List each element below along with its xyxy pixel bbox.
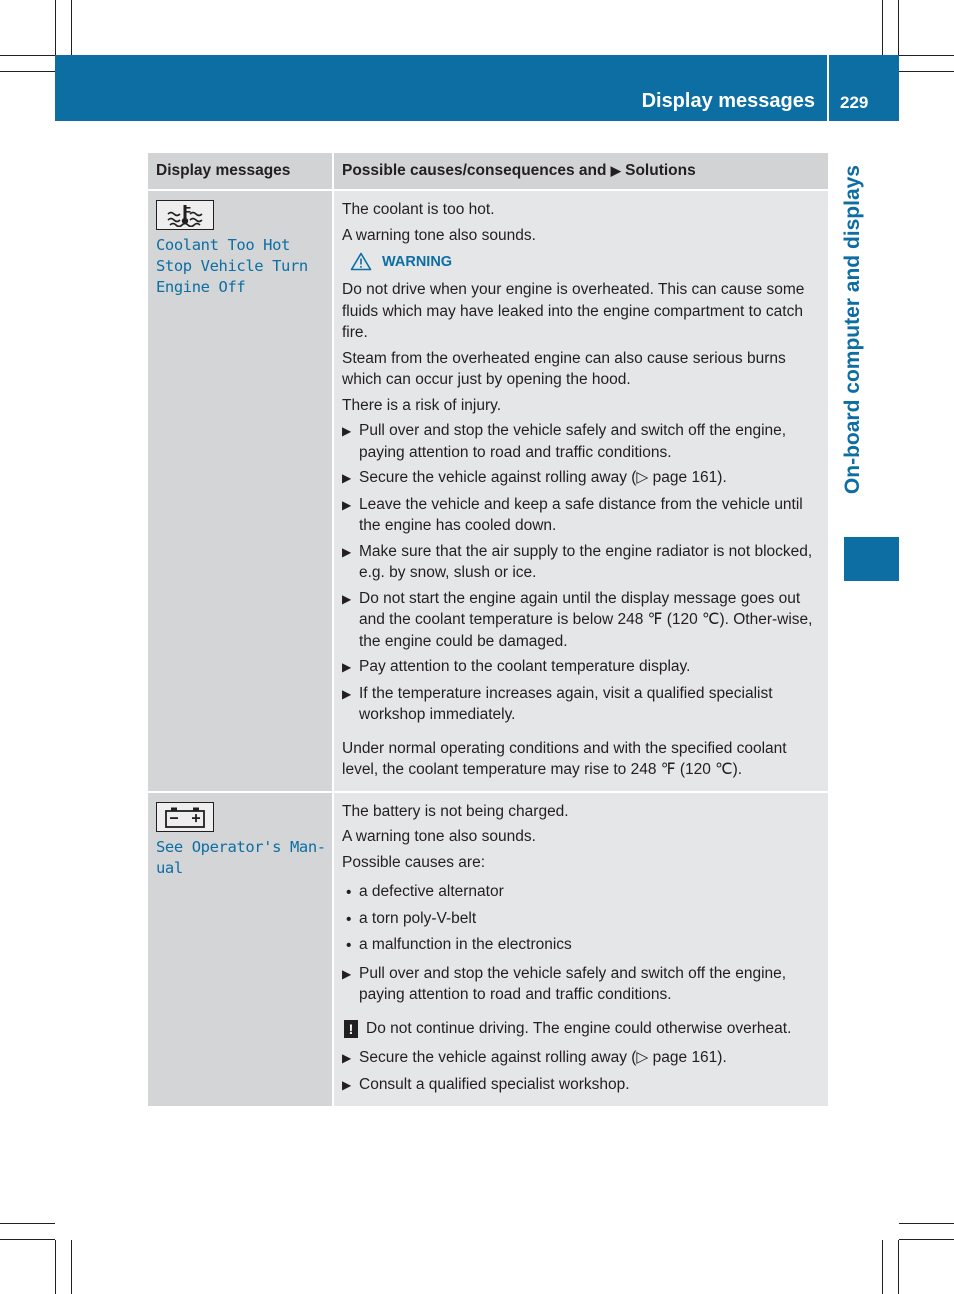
cause-item-text: a defective alternator	[359, 883, 504, 900]
crop-mark	[71, 1240, 72, 1294]
display-messages-table	[148, 153, 828, 1106]
column-header-causes-text: Possible causes/consequences and	[342, 162, 607, 179]
bullet-icon: •	[346, 910, 352, 928]
crop-mark	[0, 55, 55, 56]
solution-step-text: Consult a qualified specialist workshop.	[359, 1075, 630, 1093]
solution-step	[342, 541, 822, 584]
step-arrow-icon: ▶	[342, 424, 352, 438]
crop-mark	[899, 1223, 954, 1224]
solution-step-text: Leave the vehicle and keep a safe distance from the vehicle until the engine has cooled down.	[359, 495, 803, 534]
solution-step	[342, 963, 822, 1006]
column-header-causes	[334, 153, 828, 189]
warning-text: There is a risk of injury.	[342, 396, 502, 414]
table-row	[148, 189, 828, 791]
warning-label: WARNING	[382, 253, 453, 270]
solution-step	[342, 1074, 822, 1097]
cause-item	[342, 934, 822, 957]
crop-mark	[899, 1239, 954, 1240]
exclamation-icon: !	[344, 1020, 358, 1038]
solution-step	[342, 467, 822, 490]
display-message-line: ual	[156, 858, 183, 877]
crop-mark	[882, 0, 883, 55]
crop-mark	[71, 0, 72, 55]
crop-mark	[0, 71, 55, 72]
solution-step-text: Do not start the engine again until the display message goes out and the coolant temperature is below 248 ℉ (120 ℃). Other-wise, the engine could be damaged.	[359, 589, 813, 650]
cause-item	[342, 908, 822, 931]
crop-mark	[898, 1240, 899, 1294]
display-message-line: Engine Off	[156, 278, 246, 296]
warning-text: Do not drive when your engine is overheated. This can cause some fluids which may have leaked into the engine compartment to catch fire.	[342, 281, 805, 341]
display-message-line: Stop Vehicle Turn	[156, 257, 308, 275]
solution-step-text: Secure the vehicle against rolling away (▷ page 161).	[359, 1049, 727, 1066]
solution-step-text: Pull over and stop the vehicle safely and switch off the engine, paying attention to road and traffic conditions.	[359, 422, 787, 461]
page-title: Display messages	[641, 90, 815, 112]
battery-icon	[156, 802, 214, 832]
cause-text: Possible causes are:	[342, 853, 486, 871]
step-arrow-icon: ▶	[342, 966, 352, 981]
warning-triangle-icon	[350, 252, 372, 271]
solution-step	[342, 494, 822, 537]
solution-step	[342, 420, 822, 463]
solution-step	[342, 683, 822, 726]
display-message-text	[156, 235, 332, 298]
solution-step	[342, 1047, 822, 1070]
caution-note	[342, 1018, 822, 1040]
step-arrow-icon: ▶	[342, 1077, 352, 1092]
page-header	[55, 55, 899, 121]
solution-step-text: Pay attention to the coolant temperature display.	[359, 658, 691, 675]
display-message-line: Coolant Too Hot	[156, 236, 290, 254]
column-header-solutions-text: Solutions	[625, 162, 696, 179]
crop-mark	[899, 55, 954, 56]
cause-text: A warning tone also sounds.	[342, 828, 536, 845]
section-side-label: On-board computer and displays	[841, 165, 864, 495]
step-arrow-icon: ▶	[342, 686, 352, 701]
cause-text: The battery is not being charged.	[342, 802, 569, 820]
solution-step	[342, 656, 822, 679]
bullet-icon: •	[346, 937, 352, 954]
crop-mark	[55, 1240, 56, 1294]
column-header-messages: Display messages	[148, 153, 334, 189]
solution-arrow-icon: ▶	[610, 163, 621, 178]
display-message-line: See Operator's Man-	[156, 837, 326, 856]
step-arrow-icon: ▶	[342, 497, 352, 512]
solution-step	[342, 588, 822, 653]
step-arrow-icon: ▶	[342, 544, 352, 559]
causes-cell	[334, 793, 828, 1107]
solution-step-text: Pull over and stop the vehicle safely and switch off the engine, paying attention to road and traffic conditions.	[359, 964, 787, 1003]
cause-text: The coolant is too hot.	[342, 201, 495, 218]
crop-mark	[0, 1223, 55, 1224]
message-cell	[148, 793, 334, 1107]
step-arrow-icon: ▶	[342, 471, 352, 485]
crop-mark	[882, 1240, 883, 1294]
bullet-icon: •	[346, 884, 352, 901]
table-header	[148, 153, 828, 189]
solution-step-text: If the temperature increases again, visit a qualified specialist workshop immediately.	[359, 684, 773, 723]
step-arrow-icon: ▶	[342, 1051, 352, 1065]
warning-text: Steam from the overheated engine can also cause serious burns which can occur just by opening the hood.	[342, 349, 786, 388]
crop-mark	[899, 71, 954, 72]
section-tab-marker	[844, 537, 899, 581]
table-row	[148, 791, 828, 1107]
solution-step-text: Secure the vehicle against rolling away (▷ page 161).	[359, 469, 727, 486]
crop-mark	[898, 0, 899, 55]
step-arrow-icon: ▶	[342, 591, 352, 606]
solution-step-text: Make sure that the air supply to the engine radiator is not blocked, e.g. by snow, slush or ice.	[359, 542, 813, 581]
display-message-text	[156, 837, 332, 879]
header-divider	[827, 55, 829, 121]
cause-item	[342, 881, 822, 904]
crop-mark	[0, 1239, 55, 1240]
closing-note: Under normal operating conditions and with the specified coolant level, the coolant temperature may rise to 248 ℉ (120 ℃).	[342, 739, 787, 778]
crop-mark	[55, 0, 56, 55]
message-cell	[148, 191, 334, 791]
causes-cell	[334, 191, 828, 791]
coolant-temperature-icon	[156, 200, 214, 230]
caution-note-text: Do not continue driving. The engine could otherwise overheat.	[366, 1019, 792, 1037]
warning-heading	[350, 252, 822, 271]
page-number: 229	[840, 93, 869, 112]
cause-text: A warning tone also sounds.	[342, 226, 536, 244]
cause-item-text: a malfunction in the electronics	[359, 936, 572, 953]
step-arrow-icon: ▶	[342, 660, 352, 674]
cause-item-text: a torn poly-V-belt	[359, 909, 477, 927]
